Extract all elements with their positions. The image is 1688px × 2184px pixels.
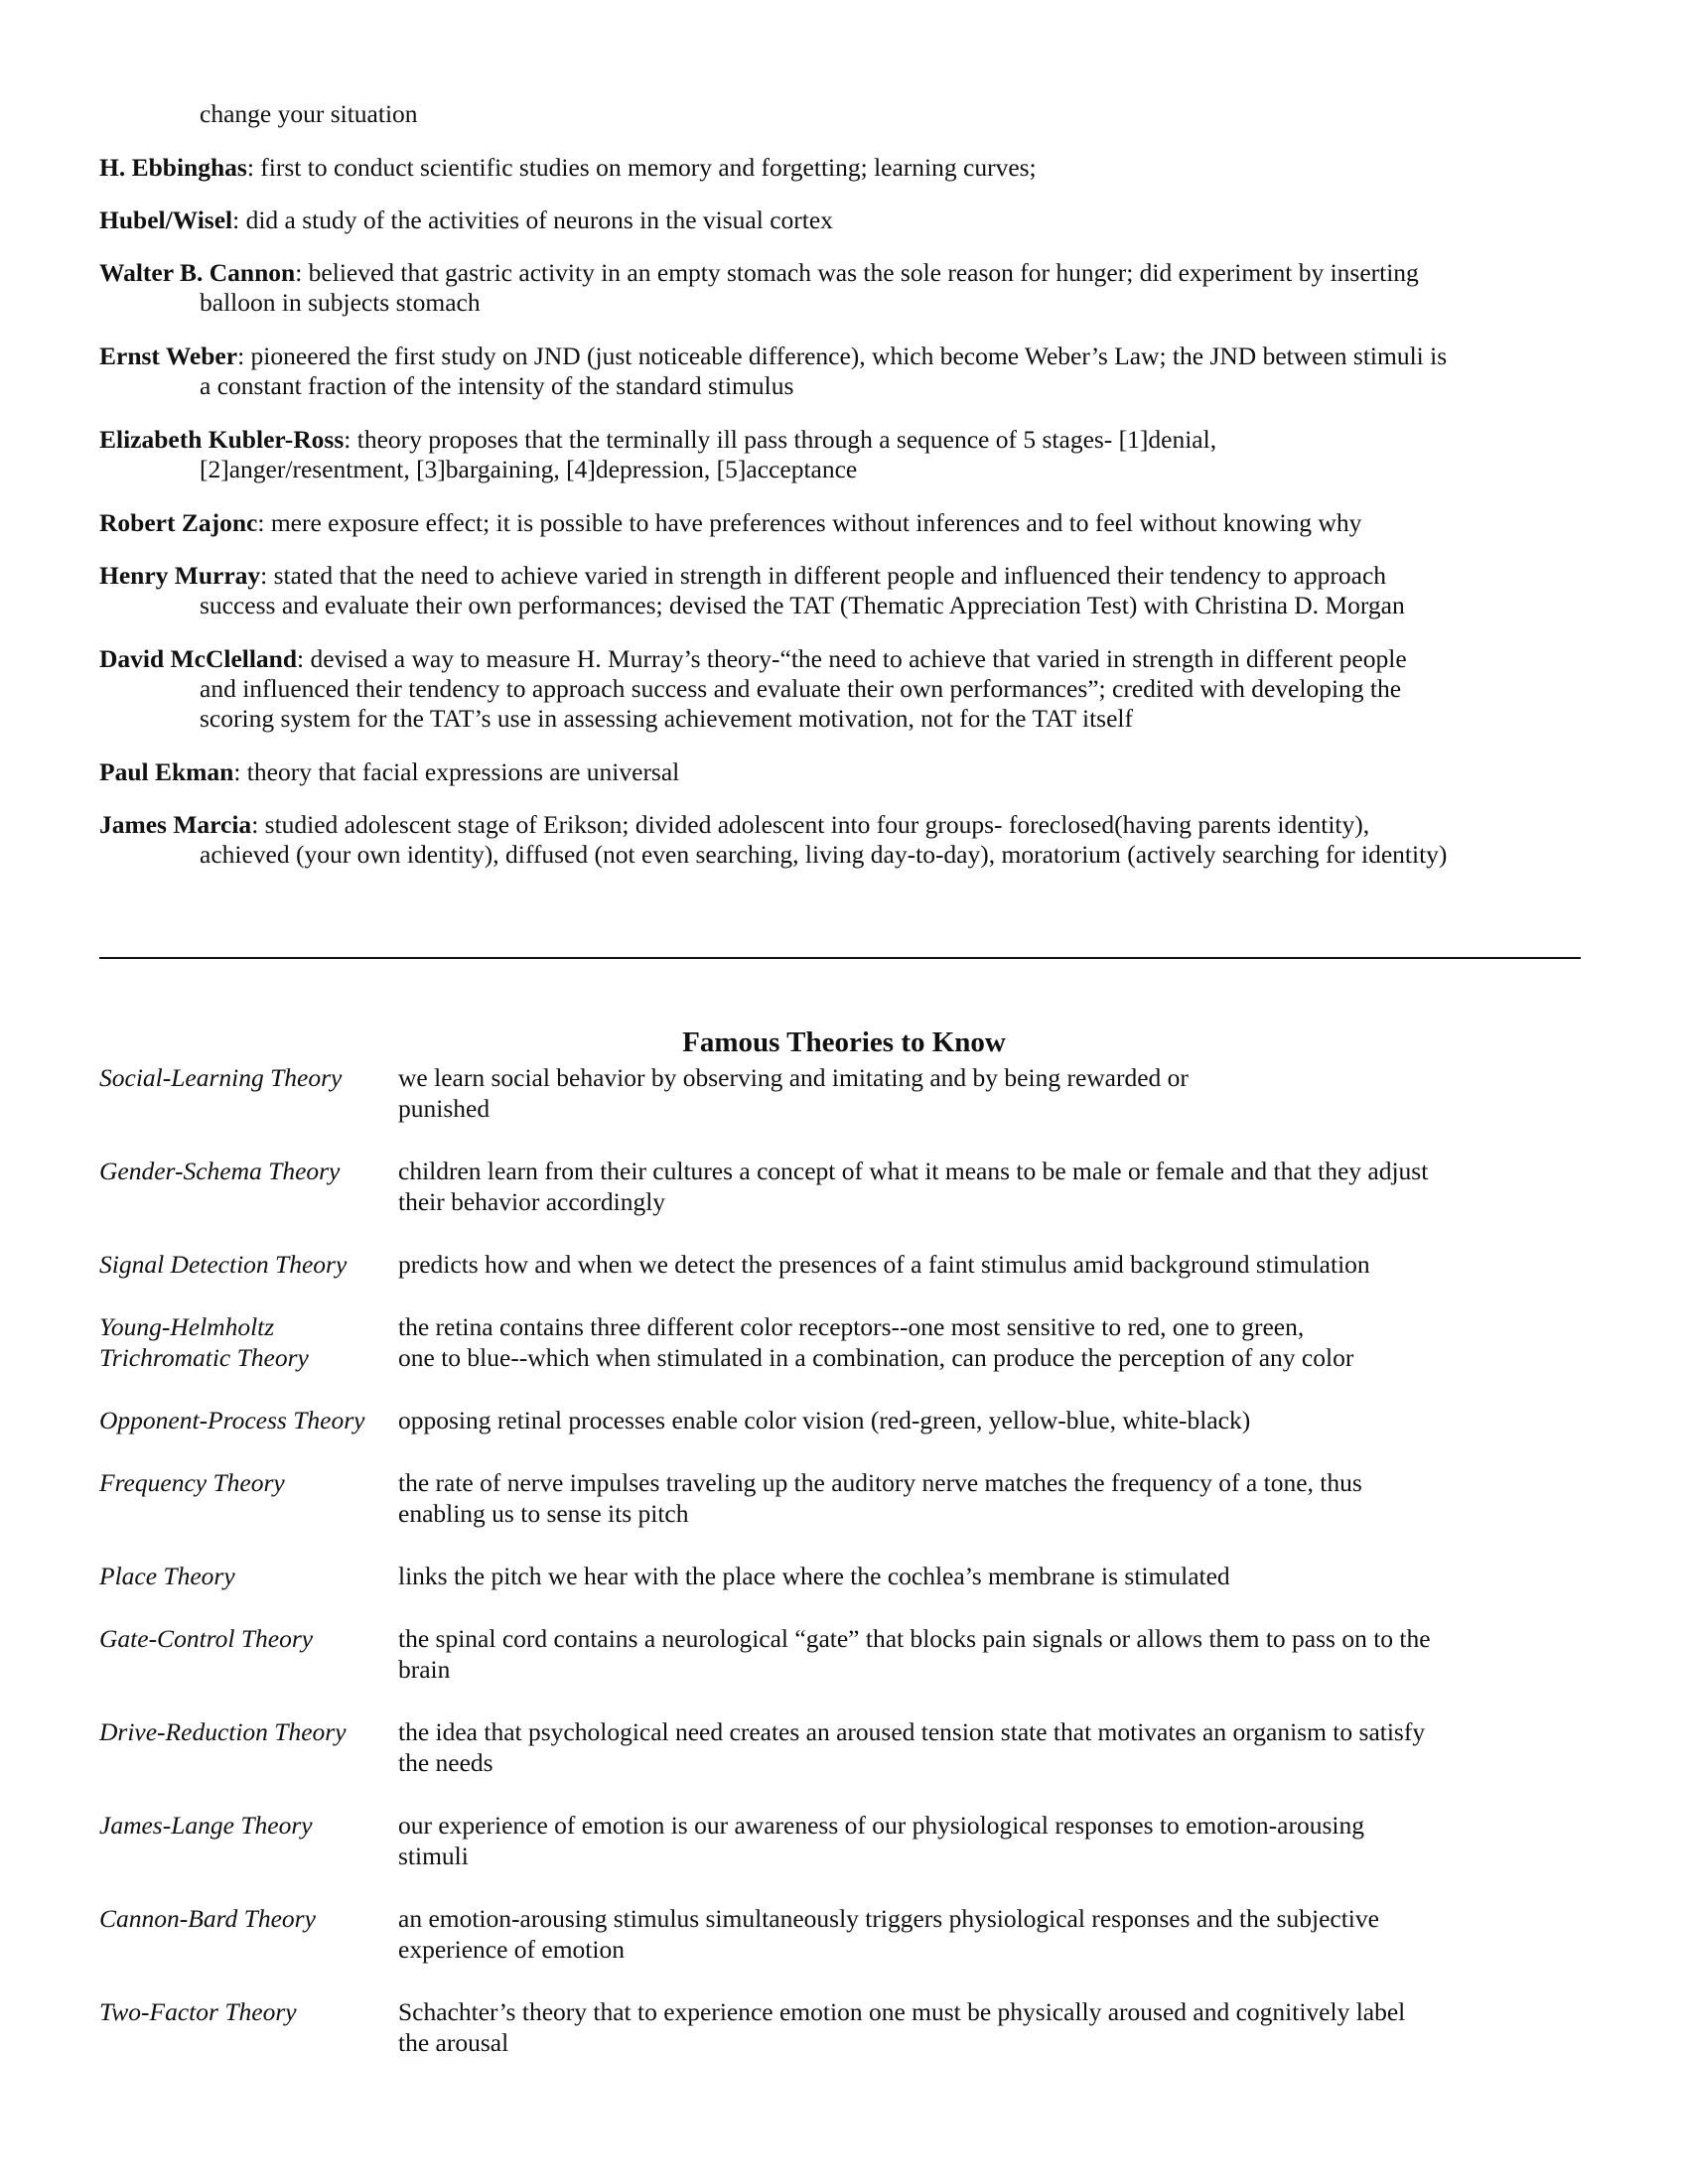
person-name: David McClelland <box>99 644 298 673</box>
definition-line: the needs <box>398 1747 493 1777</box>
person-desc: : did a study of the activities of neurons in the visual cortex <box>232 205 833 234</box>
person-entry-ebbinghaus <box>99 153 1589 183</box>
person-desc: : studied adolescent stage of Erikson; divided adolescent into four groups- foreclosed(having parents identity), <box>251 810 1370 839</box>
person-desc: : believed that gastric activity in an empty stomach was the sole reason for hunger; did experiment by inserting <box>295 258 1419 287</box>
person-desc: : devised a way to measure H. Murray’s theory-“the need to achieve that varied in strength in different people <box>297 644 1407 673</box>
person-desc-cont: scoring system for the TAT’s use in assessing achievement motivation, not for the TAT itself <box>200 704 1133 733</box>
definition-line: the spinal cord contains a neurological “gate” that blocks pain signals or allows them to pass on to the <box>398 1624 1431 1653</box>
definition-line: one to blue--which when stimulated in a combination, can produce the perception of any color <box>398 1342 1354 1372</box>
theory-definition <box>398 1717 1560 1778</box>
definition-line: the rate of nerve impulses traveling up the auditory nerve matches the frequency of a tone, thus <box>398 1468 1362 1497</box>
theory-definition <box>398 1624 1560 1685</box>
person-entry-hubel-wisel <box>99 205 1589 235</box>
person-desc-cont: and influenced their tendency to approach success and evaluate their own performances”; credited with developing the <box>200 674 1402 703</box>
section-title: Famous Theories to Know <box>682 1026 1006 1058</box>
theory-definition <box>398 1406 1560 1436</box>
theory-name: Social-Learning Theory <box>99 1063 343 1092</box>
person-name: Elizabeth Kubler-Ross <box>99 425 345 454</box>
theory-name: James-Lange Theory <box>99 1811 313 1840</box>
definition-line: the idea that psychological need creates an aroused tension state that motivates an organism to satisfy <box>398 1717 1426 1746</box>
theory-definition <box>398 1904 1560 1965</box>
theory-name: Two-Factor Theory <box>99 1997 297 2026</box>
definition-line: predicts how and when we detect the presences of a faint stimulus amid background stimulation <box>398 1250 1370 1279</box>
definition-line: children learn from their cultures a concept of what it means to be male or female and that they adjust <box>398 1157 1429 1185</box>
theory-definition <box>398 1157 1560 1217</box>
definition-line: their behavior accordingly <box>398 1186 666 1216</box>
theory-name: Gender-Schema Theory <box>99 1157 341 1185</box>
person-entry-ekman <box>99 757 1589 787</box>
person-desc: : theory proposes that the terminally ill pass through a sequence of 5 stages- [1]denial, <box>344 425 1217 454</box>
person-entry-weber <box>99 341 1589 401</box>
theory-name: Signal Detection Theory <box>99 1250 348 1279</box>
person-desc-cont: balloon in subjects stomach <box>200 288 481 317</box>
theory-name: Place Theory <box>99 1562 235 1590</box>
person-desc-cont: a constant fraction of the intensity of the standard stimulus <box>200 371 794 400</box>
definition-line: enabling us to sense its pitch <box>398 1498 689 1528</box>
definition-line: stimuli <box>398 1841 469 1870</box>
theory-name: Cannon-Bard Theory <box>99 1904 316 1933</box>
definition-line: an emotion-arousing stimulus simultaneously triggers physiological responses and the subjective <box>398 1904 1379 1933</box>
person-name: Hubel/Wisel <box>99 205 233 234</box>
definition-line: Schachter’s theory that to experience emotion one must be physically aroused and cognitively label <box>398 1997 1406 2026</box>
section-divider <box>99 957 1581 959</box>
theory-definition <box>398 1312 1560 1373</box>
carryover-text <box>99 99 1589 129</box>
person-desc: : theory that facial expressions are universal <box>233 757 680 786</box>
theory-name-line: Young-Helmholtz <box>99 1312 275 1341</box>
theory-definition <box>398 1468 1560 1529</box>
definition-line: brain <box>398 1654 451 1684</box>
theory-definition <box>398 1250 1560 1281</box>
theory-name <box>99 1312 397 1373</box>
theory-name-line: Trichromatic Theory <box>99 1342 309 1372</box>
person-entry-mcclelland <box>99 644 1589 734</box>
theory-definition <box>398 1562 1560 1592</box>
definition-line: our experience of emotion is our awareness of our physiological responses to emotion-arousing <box>398 1811 1364 1840</box>
person-desc: : mere exposure effect; it is possible to have preferences without inferences and to feel without knowing why <box>257 508 1362 537</box>
carryover-line: change your situation <box>200 99 418 128</box>
definition-line: links the pitch we hear with the place where the cochlea’s membrane is stimulated <box>398 1562 1230 1590</box>
person-entry-murray <box>99 561 1589 620</box>
theory-definition <box>398 1997 1560 2058</box>
person-entry-zajonc <box>99 508 1589 538</box>
person-desc-cont: [2]anger/resentment, [3]bargaining, [4]depression, [5]acceptance <box>200 455 858 483</box>
definition-line: experience of emotion <box>398 1934 625 1964</box>
definition-line: we learn social behavior by observing and imitating and by being rewarded or <box>398 1063 1189 1092</box>
person-desc: : stated that the need to achieve varied in strength in different people and influenced their tendency to approach <box>260 561 1387 590</box>
theory-definition <box>398 1063 1560 1124</box>
person-entry-kubler-ross <box>99 425 1589 484</box>
person-desc-cont: achieved (your own identity), diffused (not even searching, living day-to-day), moratorium (actively searching for identity) <box>200 840 1448 869</box>
person-name: Walter B. Cannon <box>99 258 296 287</box>
person-name: Paul Ekman <box>99 757 234 786</box>
person-desc: : pioneered the first study on JND (just noticeable difference), which become Weber’s Law; the JND between stimuli is <box>237 341 1448 370</box>
theory-name: Drive-Reduction Theory <box>99 1717 347 1746</box>
person-name: H. Ebbinghas <box>99 153 247 182</box>
person-name: Robert Zajonc <box>99 508 258 537</box>
person-name: Ernst Weber <box>99 341 238 370</box>
person-entry-cannon <box>99 258 1589 318</box>
theory-name: Gate-Control Theory <box>99 1624 314 1653</box>
person-entry-marcia <box>99 810 1589 870</box>
definition-line: the arousal <box>398 2027 509 2057</box>
definition-line: punished <box>398 1093 491 1123</box>
definition-line: the retina contains three different color receptors--one most sensitive to red, one to green, <box>398 1312 1305 1341</box>
person-desc-cont: success and evaluate their own performances; devised the TAT (Thematic Appreciation Test) with Christina D. Morgan <box>200 591 1405 619</box>
person-desc: : first to conduct scientific studies on memory and forgetting; learning curves; <box>246 153 1037 182</box>
definition-line: opposing retinal processes enable color vision (red-green, yellow-blue, white-black) <box>398 1406 1251 1434</box>
theory-definition <box>398 1811 1560 1871</box>
person-name: Henry Murray <box>99 561 261 590</box>
theory-name: Opponent-Process Theory <box>99 1406 365 1434</box>
theory-name: Frequency Theory <box>99 1468 285 1497</box>
person-name: James Marcia <box>99 810 252 839</box>
